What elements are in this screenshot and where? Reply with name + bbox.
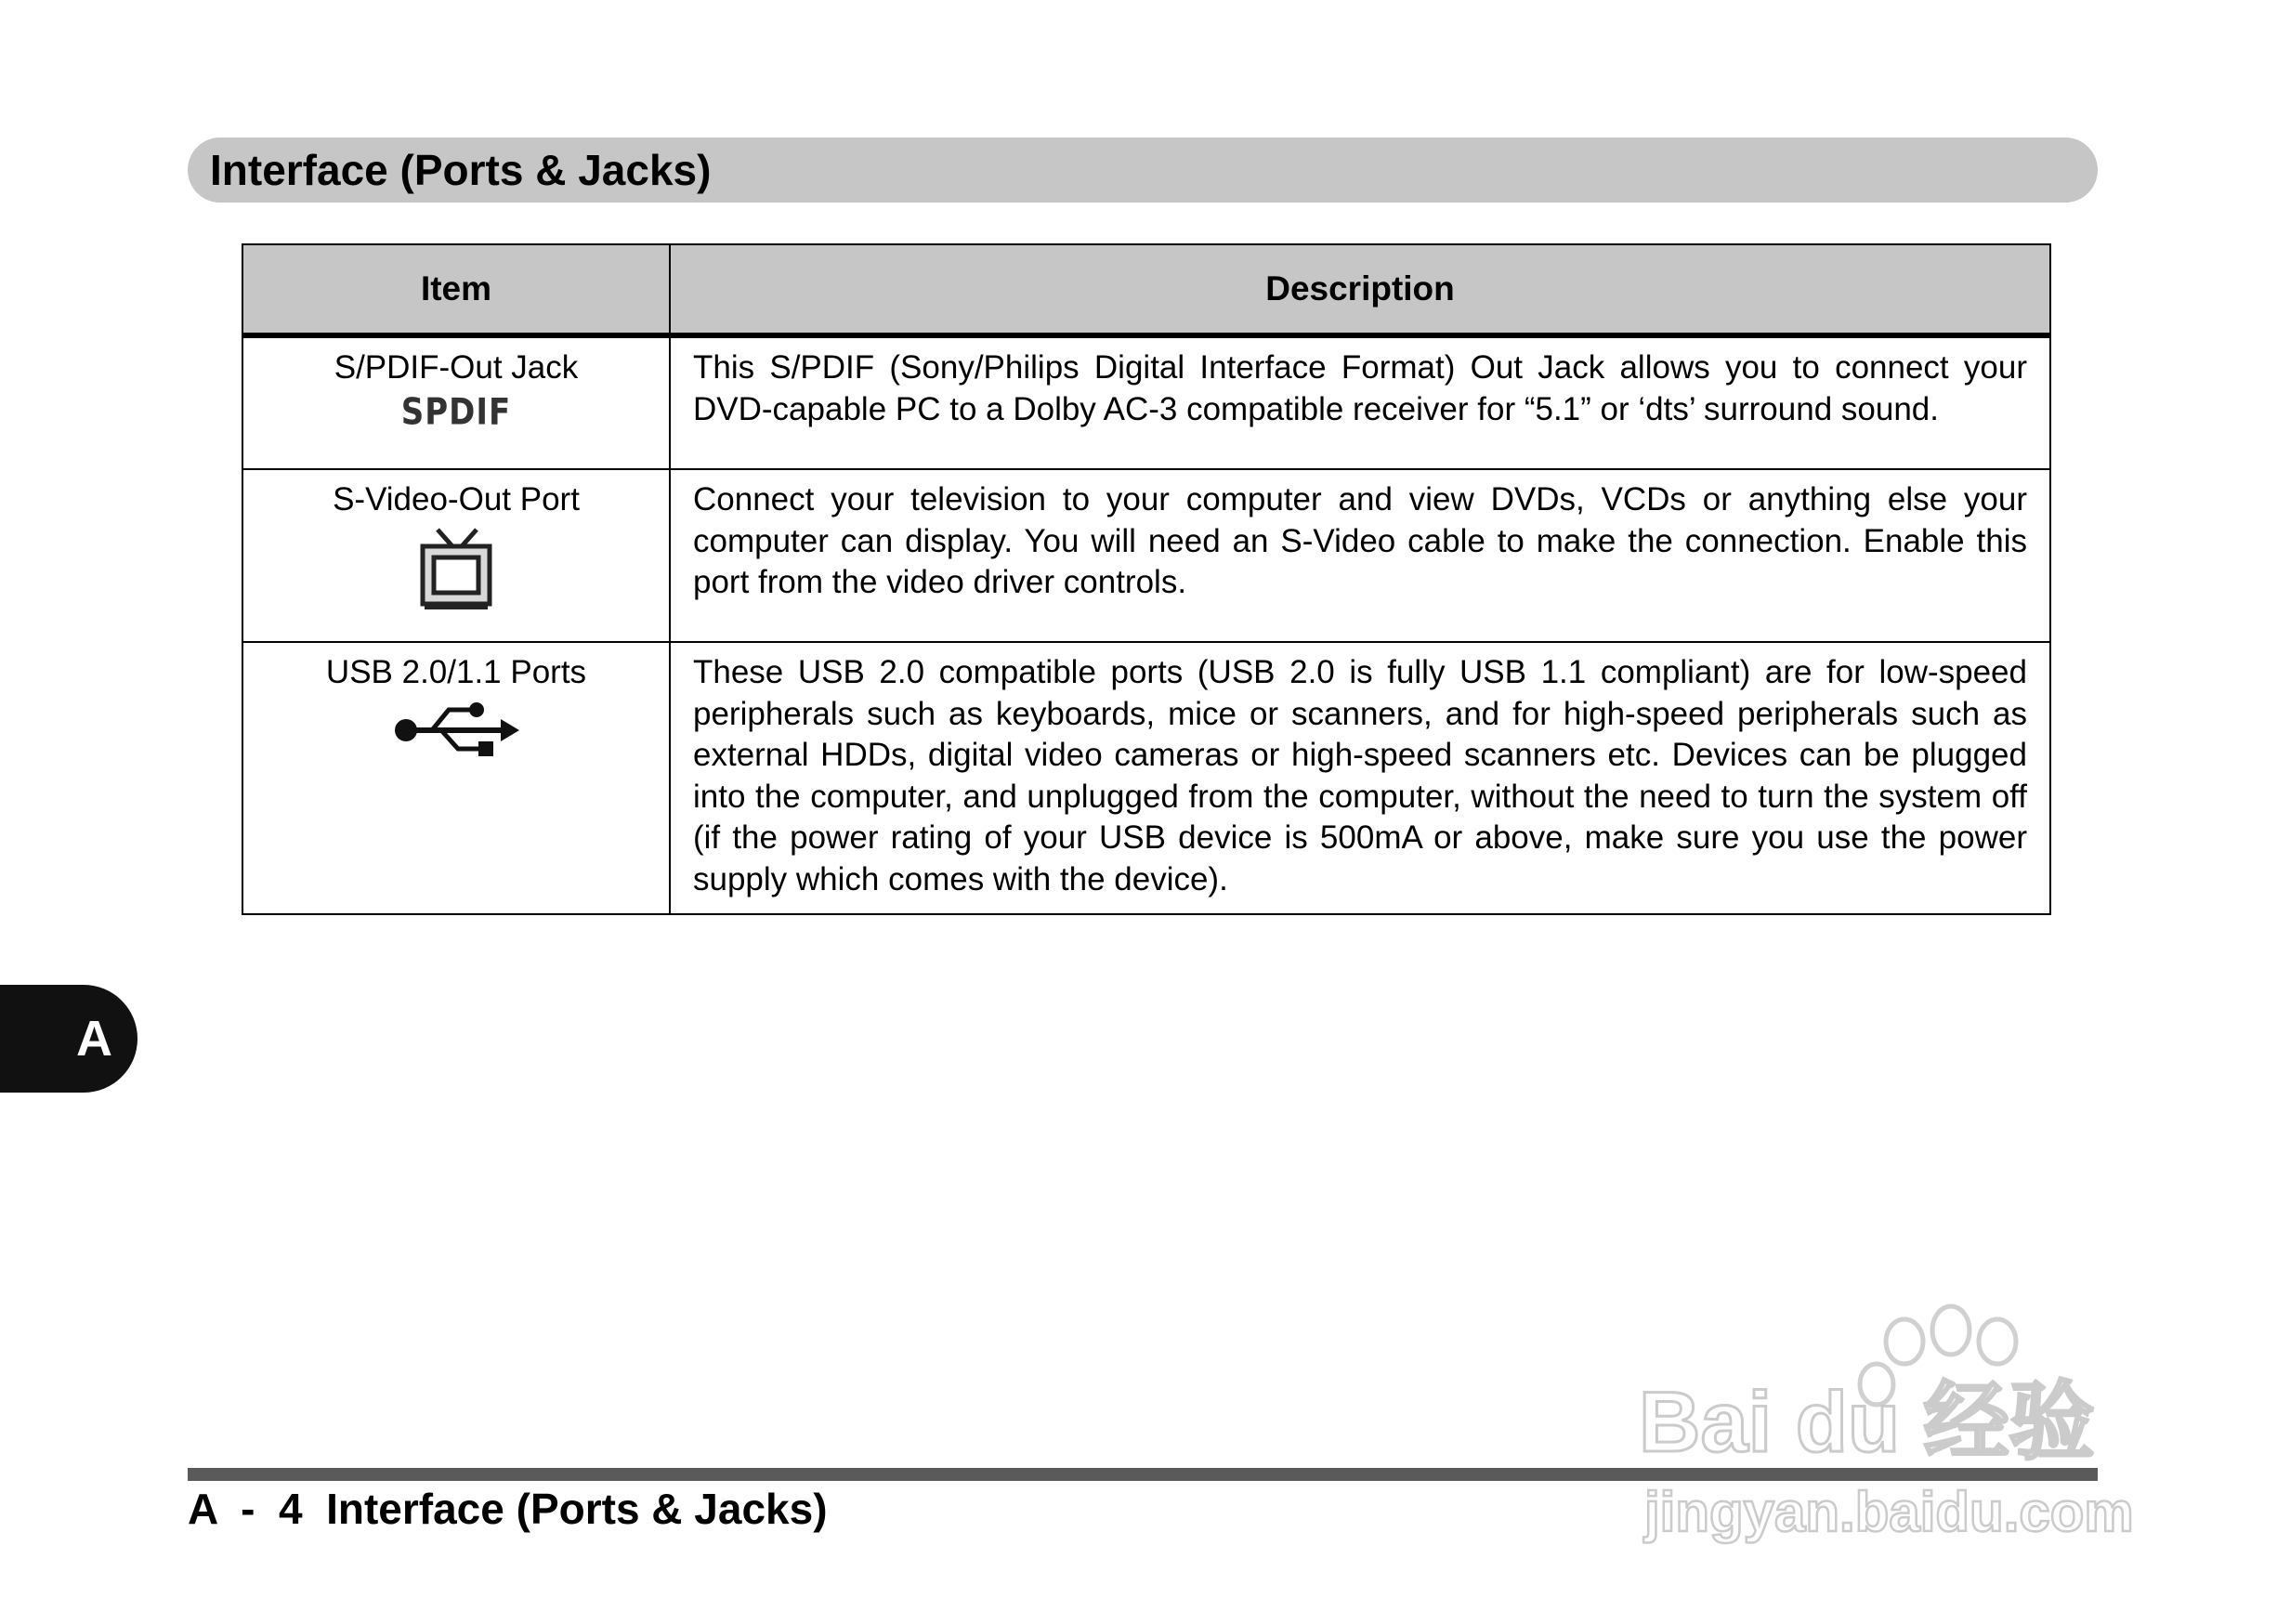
tv-icon xyxy=(417,526,495,611)
watermark-url-text: jingyan.baidu.com xyxy=(1644,1481,2134,1543)
header-item: Item xyxy=(242,244,670,335)
footer-page-label: A - 4 Interface (Ports & Jacks) xyxy=(188,1485,828,1533)
table-row xyxy=(242,642,2050,914)
description-cell: This S/PDIF (Sony/Philips Digital Interface Format) Out Jack allows you to connect your DVD-capable PC to a Dolby AC-3 compatible receiver for “5.1” or ‘dts’ surround sound. xyxy=(670,335,2050,469)
header-description: Description xyxy=(670,244,2050,335)
usb-icon xyxy=(391,699,521,760)
item-cell xyxy=(242,469,670,642)
table-row xyxy=(242,335,2050,469)
section-title: Interface (Ports & Jacks) xyxy=(210,146,712,194)
description-cell: These USB 2.0 compatible ports (USB 2.0 is fully USB 1.1 compliant) are for low-speed peripherals such as keyboards, mice or scanners, and for high-speed peripherals such as external HDDs, digital video cameras or high-speed scanners etc. Devices can be plugged into the computer, and unplugged from the computer, without the need to turn the system off (if the power rating of your USB device is 500mA or above, make sure you use the power supply which comes with the device). xyxy=(670,642,2050,914)
baidu-watermark-logo xyxy=(1626,1291,2165,1552)
item-name: S-Video-Out Port xyxy=(333,481,580,517)
item-name: S/PDIF-Out Jack xyxy=(334,349,579,386)
watermark-brand-text: Bai du 经验 xyxy=(1639,1375,2095,1470)
table-header-row xyxy=(242,244,2050,335)
side-tab-label: A xyxy=(76,1011,112,1067)
description-cell: Connect your television to your computer and view DVDs, VCDs or anything else your computer can display. You will need an S-Video cable to make the connection. Enable this port from the video driver controls. xyxy=(670,469,2050,642)
table-row xyxy=(242,469,2050,642)
item-name: USB 2.0/1.1 Ports xyxy=(325,654,587,690)
spdif-icon: SPDIF xyxy=(400,391,512,434)
ports-table xyxy=(242,243,2051,915)
item-cell xyxy=(242,642,670,914)
item-cell xyxy=(242,335,670,469)
